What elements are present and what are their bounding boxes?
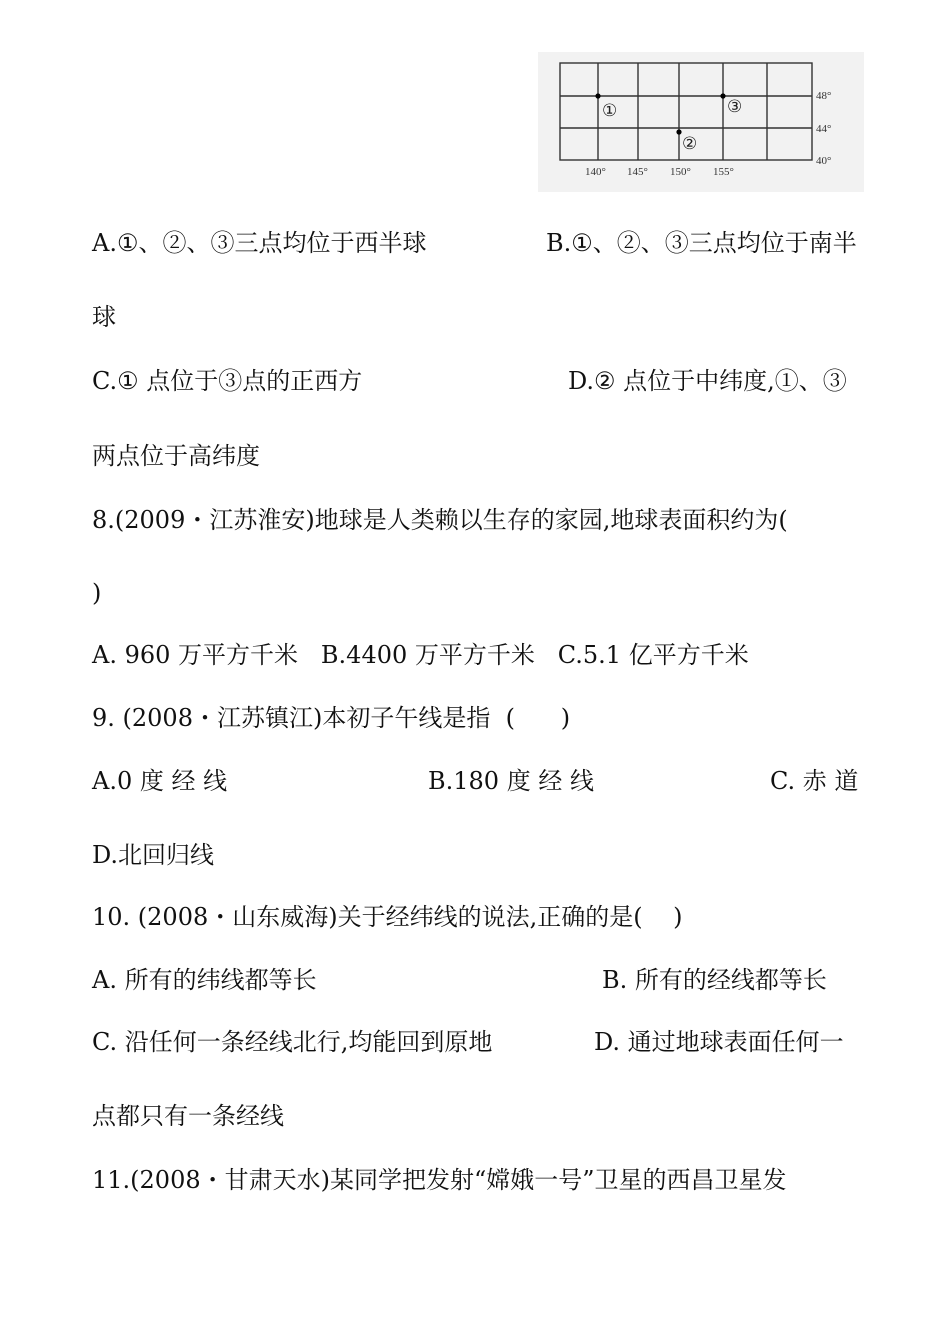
q10-option-a: A. 所有的纬线都等长 bbox=[92, 966, 317, 994]
q10-option-b: B. 所有的经线都等长 bbox=[602, 966, 827, 994]
q9-option-c: C. 赤 道 bbox=[770, 767, 859, 795]
q7-option-d: D.② 点位于中纬度,①、③ bbox=[568, 367, 847, 395]
lon-label-140: 140° bbox=[585, 166, 606, 178]
q10-option-d: D. 通过地球表面任何一 bbox=[594, 1028, 844, 1056]
point-1-dot bbox=[595, 93, 600, 98]
q11-stem: 11.(2008・甘肃天水)某同学把发射“嫦娥一号”卫星的西昌卫星发 bbox=[92, 1166, 787, 1194]
lat-label-44: 44° bbox=[816, 123, 832, 135]
q10-stem: 10. (2008・山东威海)关于经纬线的说法,正确的是( ) bbox=[92, 903, 683, 931]
q7-option-b-continued: 球 bbox=[92, 303, 116, 331]
q9-stem: 9. (2008・江苏镇江)本初子午线是指 ( ) bbox=[92, 704, 571, 732]
lat-lon-grid-figure bbox=[538, 52, 864, 192]
q9-option-a: A.0 度 经 线 bbox=[92, 767, 228, 795]
q7-option-a: A.①、②、③三点均位于西半球 bbox=[92, 229, 427, 257]
q10-option-c: C. 沿任何一条经线北行,均能回到原地 bbox=[92, 1028, 493, 1056]
point-2-dot bbox=[676, 129, 681, 134]
lat-label-40: 40° bbox=[816, 155, 832, 167]
lat-label-48: 48° bbox=[816, 90, 832, 102]
q7-option-b: B.①、②、③三点均位于南半 bbox=[546, 229, 857, 257]
lon-label-145: 145° bbox=[627, 166, 648, 178]
point-1-label: ① bbox=[602, 101, 618, 121]
q7-option-c: C.① 点位于③点的正西方 bbox=[92, 367, 363, 395]
point-3-label: ③ bbox=[727, 97, 743, 117]
q8-options: A. 960 万平方千米 B.4400 万平方千米 C.5.1 亿平方千米 bbox=[92, 641, 749, 669]
q7-option-d-continued: 两点位于高纬度 bbox=[92, 442, 260, 470]
q9-option-d: D.北回归线 bbox=[92, 841, 215, 869]
q8-stem: 8.(2009・江苏淮安)地球是人类赖以生存的家园,地球表面积约为( bbox=[92, 506, 788, 534]
q10-option-d-continued: 点都只有一条经线 bbox=[92, 1102, 284, 1130]
lon-label-150: 150° bbox=[670, 166, 691, 178]
point-2-label: ② bbox=[682, 134, 698, 154]
lon-label-155: 155° bbox=[713, 166, 734, 178]
point-3-dot bbox=[720, 93, 725, 98]
q9-option-b: B.180 度 经 线 bbox=[428, 767, 594, 795]
q8-stem-continued: ) bbox=[92, 579, 102, 607]
